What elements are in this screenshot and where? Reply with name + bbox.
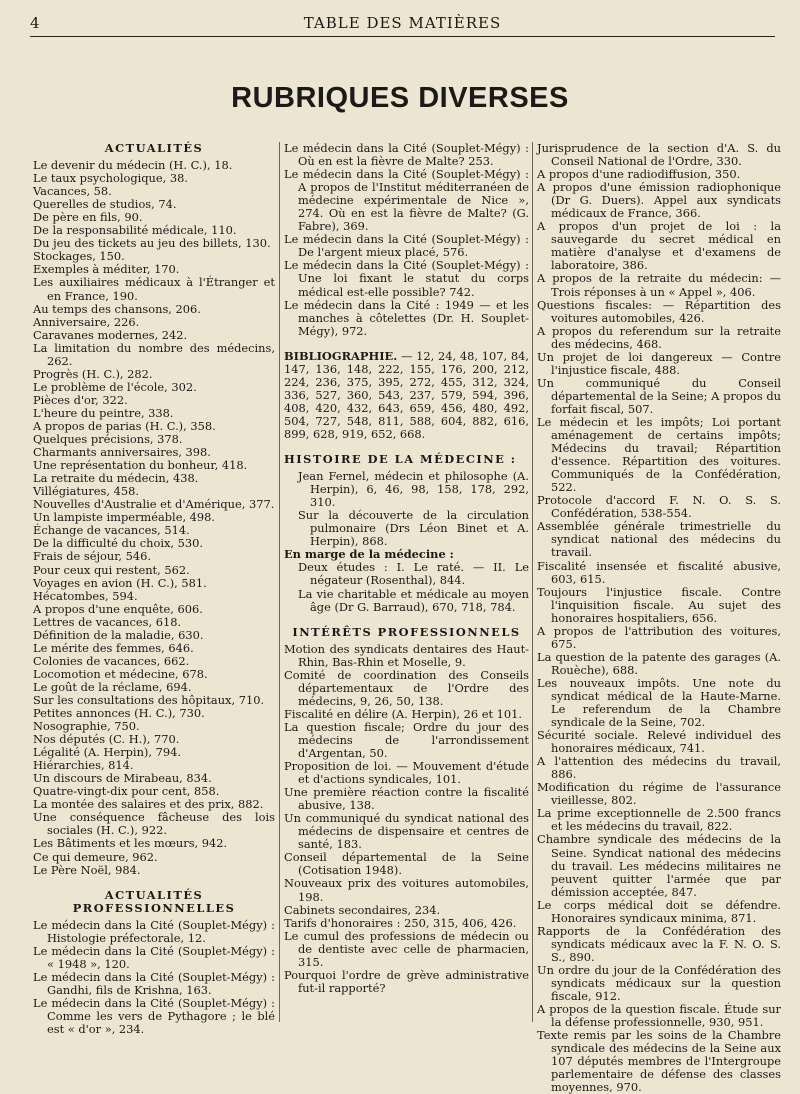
index-entry: Lettres de vacances, 618. <box>33 614 182 629</box>
index-entry: Le médecin dans la Cité (Souplet-Mégy) : Comme les vers de Pythagore ; le blé est « d'or », 234. <box>33 996 275 1037</box>
index-entry: Anniversaire, 226. <box>33 314 140 329</box>
index-entry: Le médecin dans la Cité (Souplet-Mégy) : Gandhi, fils de Krishna, 163. <box>33 969 275 997</box>
index-entry: Un communiqué du syndicat national des médecins de dispensaire et centres de santé, 183. <box>284 811 529 852</box>
index-entry: Modification du régime de l'assurance vieillesse, 802. <box>537 780 781 808</box>
index-entry: Querelles de studios, 74. <box>33 197 177 212</box>
page-number: 4 <box>30 14 40 32</box>
column-divider <box>279 142 280 1022</box>
index-entry: Le médecin dans la Cité : 1949 — et les manches à côtelettes (Dr. H. Souplet-Mégy), 972. <box>284 297 529 338</box>
index-entry: La limitation du nombre des médecins, 262. <box>33 340 275 368</box>
index-entry: Motion des syndicats dentaires des Haut-Rhin, Bas-Rhin et Moselle, 9. <box>284 641 529 669</box>
index-entry: Le devenir du médecin (H. C.), 18. <box>33 158 233 173</box>
index-entry: De la responsabilité médicale, 110. <box>33 223 237 238</box>
index-entry: Vacances, 58. <box>33 184 112 199</box>
index-entry: Une première réaction contre la fiscalité abusive, 138. <box>284 785 529 813</box>
index-entry: Assemblée générale trimestrielle du syndicat national des médecins du travail. <box>537 519 781 560</box>
index-entry: Jurisprudence de la section d'A. S. du Conseil National de l'Ordre, 330. <box>537 141 781 169</box>
index-entry: Un discours de Mirabeau, 834. <box>33 771 212 786</box>
index-entry: La retraite du médecin, 438. <box>33 471 199 486</box>
actualites-list <box>33 159 275 877</box>
index-entry: Sécurité sociale. Relevé individuel des honoraires médicaux, 741. <box>537 728 781 756</box>
index-entry: Chambre syndicale des médecins de la Seine. Syndicat national des médecins du travail. Les médecins militaires ne peuvent quitter l'armée que par démission acceptée, 847. <box>537 832 781 899</box>
index-entry: Conseil départemental de la Seine (Cotisation 1948). <box>284 850 529 878</box>
marge-heading: En marge de la médecine : <box>284 547 454 562</box>
index-entry: Jean Fernel, médecin et philosophe (A. Herpin), 6, 46, 98, 158, 178, 292, 310. <box>298 469 529 510</box>
index-entry: Le Père Noël, 984. <box>33 862 141 877</box>
index-entry: Définition de la maladie, 630. <box>33 627 204 642</box>
index-entry: Nouveaux prix des voitures automobiles, 198. <box>284 876 529 904</box>
index-entry: Les nouveaux impôts. Une note du syndicat médical de la Haute-Marne. Le referendum de la Chambre syndicale de la Seine, 702. <box>537 675 781 730</box>
index-entry: Charmants anniversaires, 398. <box>33 445 211 460</box>
section-title: RUBRIQUES DIVERSES <box>231 82 569 114</box>
histoire-heading: HISTOIRE DE LA MÉDECINE : <box>284 452 517 467</box>
interets-list <box>284 643 529 995</box>
index-entry: Progrès (H. C.), 282. <box>33 366 153 381</box>
page-header <box>30 8 775 37</box>
actualites-heading: ACTUALITÉS <box>104 141 204 155</box>
index-entry: A propos d'un projet de loi : la sauvegarde du secret médical en matière d'analyse et d'examens de laboratoire, 386. <box>537 219 781 273</box>
index-entry: Protocole d'accord F. N. O. S. S. Confédération, 538-554. <box>537 493 781 521</box>
index-entry: Au temps des chansons, 206. <box>33 301 201 316</box>
actualites-pro-heading: ACTUALITÉS PROFESSIONNELLES <box>72 887 236 915</box>
index-entry: Pourquoi l'ordre de grève administrative fut-il rapporté? <box>284 967 529 995</box>
index-entry: La question de la patente des garages (A. Rouèche), 688. <box>537 649 781 677</box>
index-entry: Tarifs d'honoraires : 250, 315, 406, 426. <box>284 915 517 930</box>
index-entry: Caravanes modernes, 242. <box>33 327 188 342</box>
actualites-pro-list <box>33 919 275 1036</box>
index-entry: L'heure du peintre, 338. <box>33 405 174 420</box>
index-entry: La montée des salaires et des prix, 882. <box>33 797 264 812</box>
index-entry: A l'attention des médecins du travail, 886. <box>537 754 781 782</box>
index-entry: Le médecin dans la Cité (Souplet-Mégy) : De l'argent mieux placé, 576. <box>284 232 529 260</box>
index-entry: Villégiatures, 458. <box>33 484 139 499</box>
index-entry: Nouvelles d'Australie et d'Amérique, 377. <box>33 497 275 512</box>
index-entry: Le médecin dans la Cité (Souplet-Mégy) : « 1948 », 120. <box>33 943 275 971</box>
index-entry: Légalité (A. Herpin), 794. <box>33 745 181 760</box>
index-entry: Un projet de loi dangereux — Contre l'injustice fiscale, 488. <box>537 349 781 377</box>
index-entry: Un ordre du jour de la Confédération des syndicats médicaux sur la question fiscale, 912. <box>537 962 781 1004</box>
index-entry: Le médecin dans la Cité (Souplet-Mégy) : Une loi fixant le statut du corps médical est-elle possible? 742. <box>284 258 529 299</box>
index-entry: Échange de vacances, 514. <box>33 523 190 538</box>
index-entry: Du jeu des tickets au jeu des billets, 130. <box>33 236 271 251</box>
interets-heading: INTÉRÊTS PROFESSIONNELS <box>292 624 521 639</box>
index-entry: La vie charitable et médicale au moyen âge (Dr G. Barraud), 670, 718, 784. <box>298 586 529 614</box>
index-entry: Comité de coordination des Conseils départementaux de l'Ordre des médecins, 9, 26, 50, 138. <box>284 667 529 708</box>
index-entry: Exemples à méditer, 170. <box>33 262 180 277</box>
index-entry: A propos d'une radiodiffusion, 350. <box>537 167 741 182</box>
index-entry: Nosographie, 750. <box>33 719 140 734</box>
index-entry: Sur les consultations des hôpitaux, 710. <box>33 692 265 707</box>
index-entry: Les auxiliaires médicaux à l'Étranger et en France, 190. <box>33 275 275 303</box>
index-entry: A propos de parias (H. C.), 358. <box>33 418 216 433</box>
index-entry: Cabinets secondaires, 234. <box>284 902 441 917</box>
index-entry: Proposition de loi. — Mouvement d'étude et d'actions syndicales, 101. <box>284 759 529 787</box>
index-entry: A propos d'une enquête, 606. <box>33 601 203 616</box>
bibliographie-heading: BIBLIOGRAPHIE. <box>284 348 398 363</box>
index-entry: Pour ceux qui restent, 562. <box>33 562 190 577</box>
index-entry: Ce qui demeure, 962. <box>33 849 158 864</box>
index-entry: Un lampiste imperméable, 498. <box>33 510 216 525</box>
bibliographie-entry <box>284 350 529 441</box>
index-entry: Fiscalité en délire (A. Herpin), 26 et 101. <box>284 706 523 721</box>
index-entry: Le médecin dans la Cité (Souplet-Mégy) : A propos de l'Institut méditerranéen de médecine expérimentale de Nice », 274. Où en est la fièvre de Malte? (G. Fabre), 369. <box>284 167 529 234</box>
marge-list <box>284 561 529 613</box>
index-entry: La prime exceptionnelle de 2.500 francs et les médecins du travail, 822. <box>537 806 781 834</box>
column-3 <box>537 141 781 1094</box>
index-entry: A propos de l'attribution des voitures, 675. <box>537 623 781 651</box>
index-entry: Voyages en avion (H. C.), 581. <box>33 575 207 590</box>
index-entry: Deux études : I. Le raté. — II. Le négateur (Rosenthal), 844. <box>298 560 529 588</box>
index-entry: Le goût de la réclame, 694. <box>33 679 192 694</box>
index-entry: Petites annonces (H. C.), 730. <box>33 706 205 721</box>
index-entry: Un communiqué du Conseil départemental de la Seine; A propos du forfait fiscal, 507. <box>537 375 781 416</box>
index-entry: A propos du referendum sur la retraite des médecins, 468. <box>537 323 781 351</box>
index-entry: Une conséquence fâcheuse des lois sociales (H. C.), 922. <box>33 810 275 838</box>
index-entry: A propos de la question fiscale. Étude sur la défense professionnelle, 930, 951. <box>537 1002 781 1030</box>
index-entry: Le médecin dans la Cité (Souplet-Mégy) : Où en est la fièvre de Malte? 253. <box>284 141 529 169</box>
index-entry: Locomotion et médecine, 678. <box>33 666 208 681</box>
index-entry: Hiérarchies, 814. <box>33 758 134 773</box>
index-entry: Questions fiscales: — Répartition des voitures automobiles, 426. <box>537 297 781 325</box>
histoire-list <box>284 470 529 548</box>
index-entry: A propos d'une émission radiophonique (Dr G. Duers). Appel aux syndicats médicaux de France, 366. <box>537 180 781 221</box>
index-entry: Quatre-vingt-dix pour cent, 858. <box>33 784 220 799</box>
index-entry: Hécatombes, 594. <box>33 588 138 603</box>
index-entry: Toujours l'injustice fiscale. Contre l'inquisition fiscale. Au sujet des honoraires hospitaliers, 656. <box>537 584 781 625</box>
index-entry: Le problème de l'école, 302. <box>33 379 197 394</box>
index-entry: La question fiscale; Ordre du jour des médecins de l'arrondissement d'Argentan, 50. <box>284 719 529 761</box>
column-divider <box>532 142 533 1022</box>
index-entry: Frais de séjour, 546. <box>33 549 152 564</box>
index-entry: Les Bâtiments et les mœurs, 942. <box>33 836 228 851</box>
index-entry: Le corps médical doit se défendre. Honoraires syndicaux minima, 871. <box>537 897 781 925</box>
index-entry: Le médecin dans la Cité (Souplet-Mégy) : Histologie préfectorale, 12. <box>33 917 275 945</box>
index-entry: Le cumul des professions de médecin ou de dentiste avec celle de pharmacien, 315. <box>284 928 529 969</box>
index-entry: Fiscalité insensée et fiscalité abusive, 603, 615. <box>537 558 781 586</box>
index-entry: Nos députés (C. H.), 770. <box>33 732 180 747</box>
index-entry: De père en fils, 90. <box>33 210 143 225</box>
index-entry: De la difficulté du choix, 530. <box>33 536 204 551</box>
index-entry: A propos de la retraite du médecin: — Trois réponses à un « Appel », 406. <box>537 271 781 299</box>
bibliographie-pages: — 12, 24, 48, 107, 84, 147, 136, 148, 222, 155, 176, 200, 212, 224, 236, 375, 395, 272, 455, 312, 324, 336, 527, 360, 543, 237, 579, 594, 396, 408, 420, 432, 643, 659, 456, 480, 492, 504, 727, 548, 811, 588, 604, 882, 616, 899, 628, 919, 652, 668. <box>284 348 529 441</box>
index-entry: Texte remis par les soins de la Chambre syndicale des médecins de la Seine aux 107 députés membres de l'Intergroupe parlementaire de défense des classes moyennes, 970. <box>537 1028 781 1094</box>
index-entry: Quelques précisions, 378. <box>33 432 183 447</box>
running-title: TABLE DES MATIÈRES <box>303 14 502 32</box>
index-entry: Une représentation du bonheur, 418. <box>33 458 248 473</box>
interets-list-continued <box>537 142 781 1094</box>
index-entry: Rapports de la Confédération des syndicats médicaux avec la F. N. O. S. S., 890. <box>537 923 781 964</box>
column-1 <box>33 141 275 1037</box>
index-entry: Pièces d'or, 322. <box>33 392 128 407</box>
column-2 <box>284 142 529 1027</box>
index-entry: Sur la découverte de la circulation pulmonaire (Drs Léon Binet et A. Herpin), 868. <box>298 508 529 549</box>
index-entry: Colonies de vacances, 662. <box>33 653 190 668</box>
actualites-pro-continued <box>284 142 529 338</box>
index-entry: Le taux psychologique, 38. <box>33 171 188 186</box>
index-entry: Stockages, 150. <box>33 249 125 264</box>
index-entry: Le mérite des femmes, 646. <box>33 640 194 655</box>
index-entry: Le médecin et les impôts; Loi portant aménagement de certains impôts; Médecins du travail; Répartition d'essence. Répartition des voitures. Communiqués de la Confédération, 522. <box>537 414 781 495</box>
